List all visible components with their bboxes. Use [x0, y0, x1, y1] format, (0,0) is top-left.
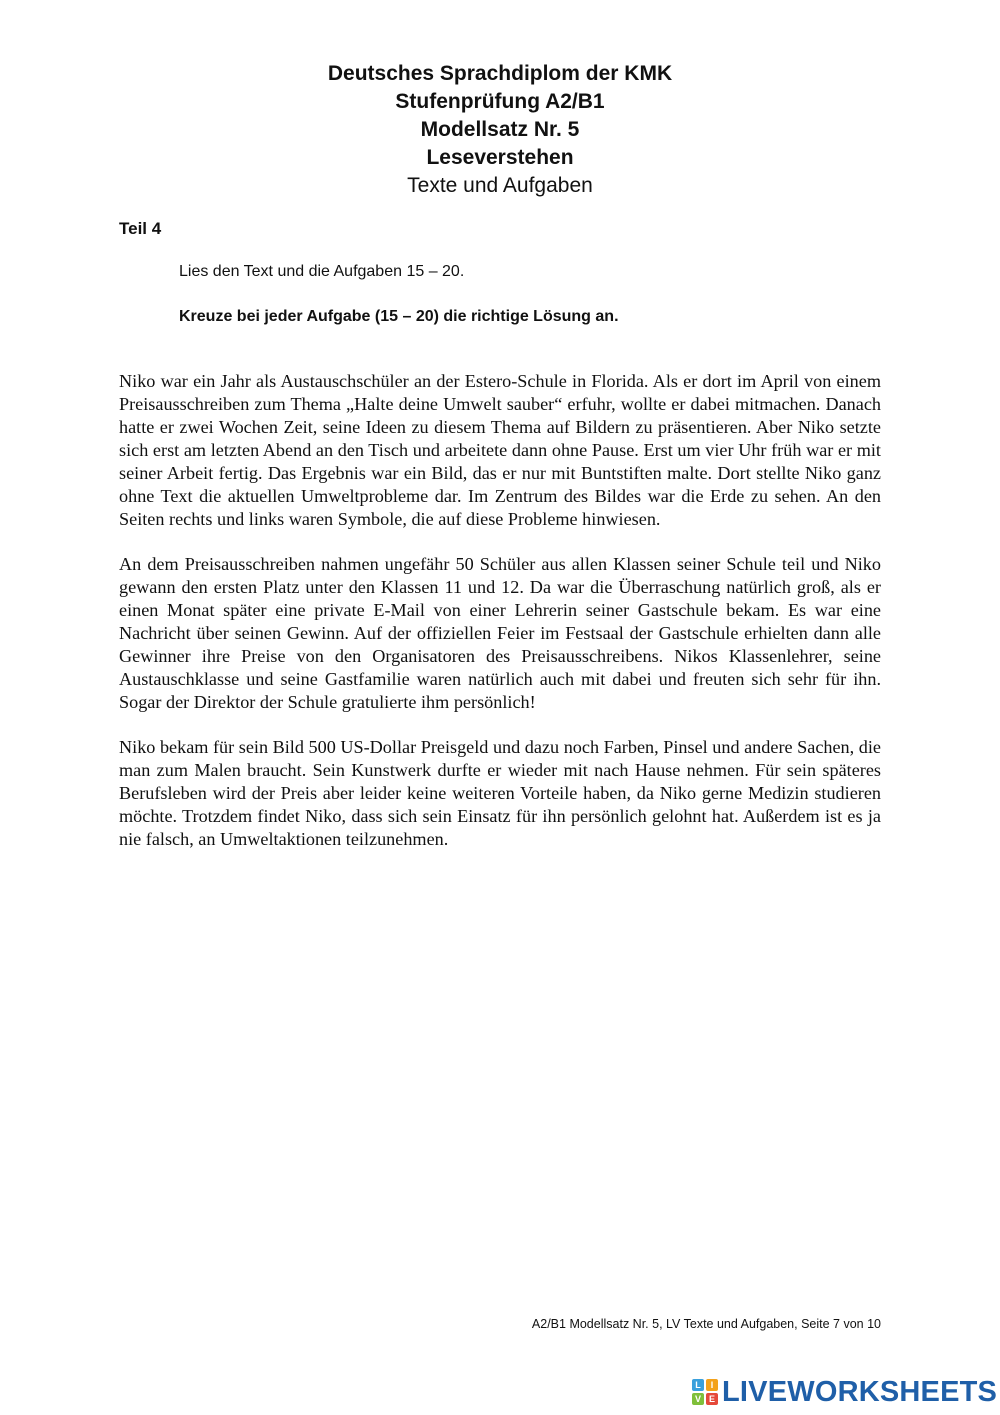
text-paragraph: Niko war ein Jahr als Austauschschüler an der Estero-Schule in Florida. Als er dort im April von einem Preisausschreiben zum Thema „Halte deine Umwelt sauber“ erfuhr, wollte er dabei mitmachen. Danach hatte er zwei Wochen Zeit, seine Ideen zu diesem Thema auf Bildern zu präsentieren. Aber Niko setzte sich erst am letzten Abend an den Tisch und arbeitete dann ohne Pause. Erst um vier Uhr früh war er mit seiner Arbeit fertig. Das Ergebnis war ein Bild, das er nur mit Buntstiften malte. Dort stellte Niko ganz ohne Text die aktuellen Umweltprobleme dar. Im Zentrum des Bildes war die Erde zu sehen. An den Seiten rechts und links waren Symbole, die auf diese Probleme hinwiesen. [119, 371, 881, 529]
logo-mark-tile: L [692, 1379, 704, 1391]
liveworksheets-logo-icon [692, 1379, 718, 1405]
logo-mark-tile: V [692, 1393, 704, 1405]
section-title: Teil 4 [119, 219, 162, 238]
header-model-set: Modellsatz Nr. 5 [420, 118, 580, 141]
liveworksheets-logo [692, 1376, 997, 1408]
instruction-task: Kreuze bei jeder Aufgabe (15 – 20) die richtige Lösung an. [179, 308, 619, 325]
text-paragraph: An dem Preisausschreiben nahmen ungefähr 50 Schüler aus allen Klassen seiner Schule teil und Niko gewann den ersten Platz unter den Klassen 11 und 12. Da war die Überraschung natürlich groß, als er einen Monat später eine private E-Mail von einer Lehrerin seiner Gastschule bekam. Es war eine Nachricht über seinen Gewinn. Auf der offiziellen Feier im Festsaal der Gastschule erhielten dann alle Gewinner ihre Preise von den Organisatoren des Preisausschreibens. Nikos Klassenlehrer, seine Austauschklasse und seine Gastfamilie waren natürlich auch mit dabei und freuten sich sehr für ihn. Sogar der Direktor der Schule gratulierte ihm persönlich! [119, 554, 881, 712]
header-title: Deutsches Sprachdiplom der KMK [327, 62, 673, 85]
text-paragraph: Niko bekam für sein Bild 500 US-Dollar Preisgeld und dazu noch Farben, Pinsel und andere Sachen, die man zum Malen braucht. Sein Kunstwerk durfte er wieder mit nach Hause nehmen. Für sein späteres Berufsleben wird der Preis aber leider keine weiteren Vorteile haben, da Niko gerne Medizin studieren möchte. Trotzdem findet Niko, dass sich sein Einsatz für ihn persönlich gelohnt hat. Außerdem ist es ja nie falsch, an Umweltaktionen teilzunehmen. [119, 737, 881, 849]
header-exam-level: Stufenprüfung A2/B1 [395, 90, 605, 113]
header-skill: Leseverstehen [426, 146, 574, 169]
header-subtitle: Texte und Aufgaben [407, 174, 593, 197]
reading-text [119, 370, 881, 873]
instruction-read: Lies den Text und die Aufgaben 15 – 20. [179, 263, 465, 280]
page-footer: A2/B1 Modellsatz Nr. 5, LV Texte und Aufgaben, Seite 7 von 10 [531, 1317, 881, 1331]
logo-mark-tile: E [706, 1393, 718, 1405]
logo-mark-tile: I [706, 1379, 718, 1391]
document-header [0, 60, 1000, 200]
logo-wordmark: LIVEWORKSHEETS [722, 1375, 998, 1408]
